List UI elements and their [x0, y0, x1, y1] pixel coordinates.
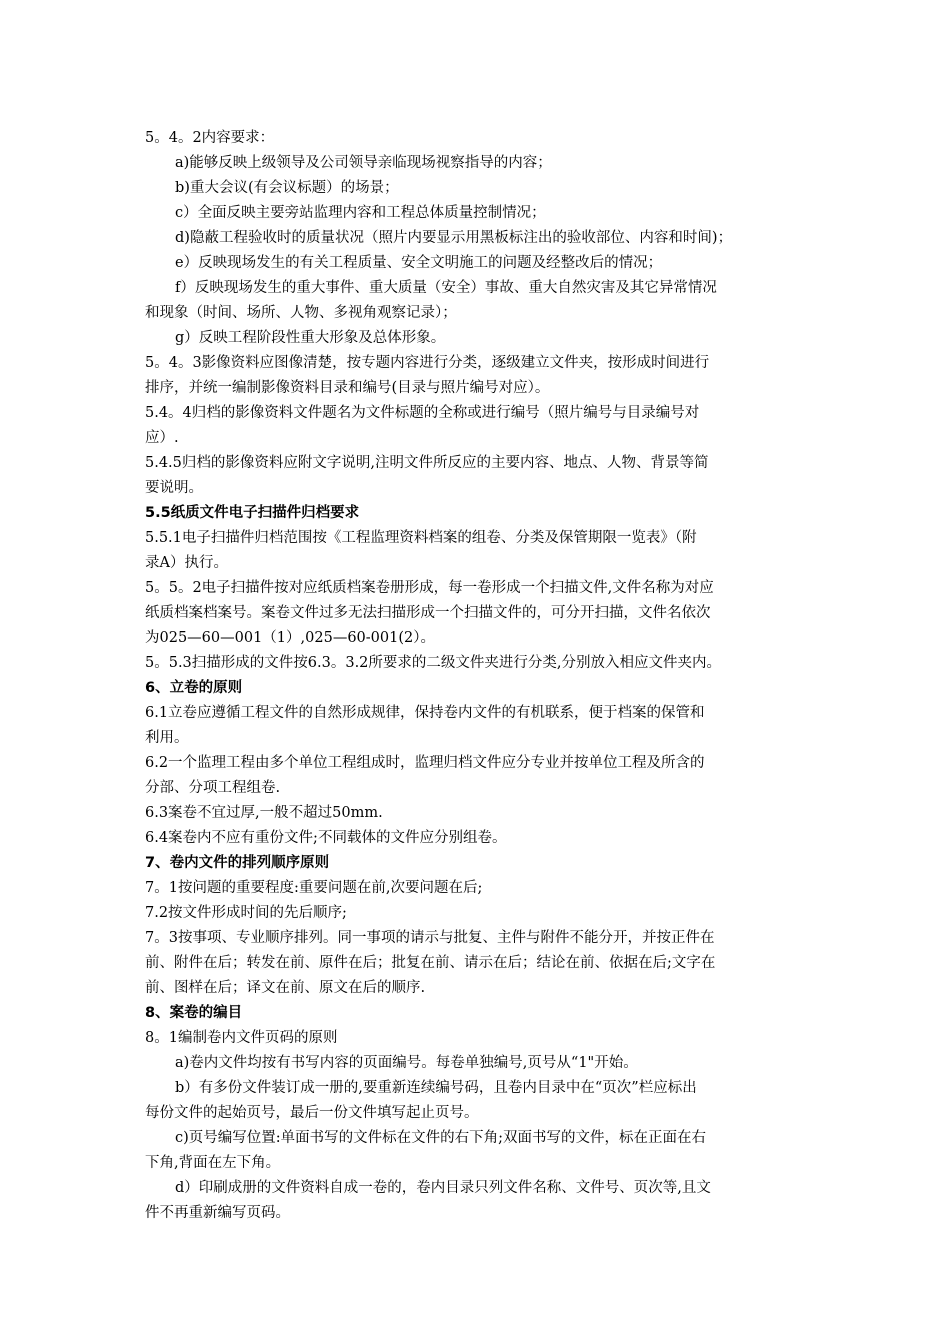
text-line: 分部、分项工程组卷.: [145, 780, 281, 796]
text-line: 6.3案卷不宜过厚,一般不超过50mm.: [145, 805, 383, 821]
section-heading: 8、案卷的编目: [145, 1005, 243, 1021]
text-line: 纸质档案档案号。案卷文件过多无法扫描形成一个扫描文件的，可分开扫描，文件名依次: [145, 605, 711, 621]
text-line: 排序，并统一编制影像资料目录和编号(目录与照片编号对应）。: [145, 380, 550, 396]
section-heading: 5.5纸质文件电子扫描件归档要求: [145, 505, 360, 521]
text-line: g）反映工程阶段性重大形象及总体形象。: [175, 330, 446, 346]
text-line: 5。4。2内容要求：: [145, 130, 275, 146]
text-line: 5。4。3影像资料应图像清楚，按专题内容进行分类，逐级建立文件夹，按形成时间进行: [145, 355, 710, 371]
text-line: d)隐蔽工程验收时的质量状况（照片内要显示用黑板标注出的验收部位、内容和时间)；: [175, 230, 733, 246]
text-line: 下角,背面在左下角。: [145, 1155, 281, 1171]
text-line: 利用。: [145, 730, 189, 746]
text-line: c）全面反映主要旁站监理内容和工程总体质量控制情况；: [175, 205, 546, 221]
text-line: 7。3按事项、专业顺序排列。同一事项的请示与批复、主件与附件不能分开，并按正件在: [145, 930, 715, 946]
text-line: c)页号编写位置:单面书写的文件标在文件的右下角;双面书写的文件，标在正面在右: [175, 1130, 707, 1146]
section-heading: 6、立卷的原则: [145, 680, 243, 696]
text-line: 6.4案卷内不应有重份文件;不同载体的文件应分别组卷。: [145, 830, 507, 846]
text-line: b)重大会议(有会议标题）的场景；: [175, 180, 399, 196]
text-line: 5.5.1电子扫描件归档范围按《工程监理资料档案的组卷、分类及保管期限一览表》（附: [145, 530, 697, 546]
text-line: 5.4。4归档的影像资料文件题名为文件标题的全称或进行编号（照片编号与目录编号对: [145, 405, 700, 421]
text-line: b）有多份文件装订成一册的,要重新连续编号码，且卷内目录中在“页次”栏应标出: [175, 1080, 697, 1096]
section-heading: 7、卷内文件的排列顺序原则: [145, 855, 330, 871]
text-line: f）反映现场发生的重大事件、重大质量（安全）事故、重大自然灾害及其它异常情况: [175, 280, 717, 296]
text-line: 应）.: [145, 430, 179, 446]
text-line: 录A）执行。: [145, 555, 228, 571]
text-line: 件不再重新编写页码。: [145, 1205, 290, 1221]
text-line: 6.2一个监理工程由多个单位工程组成时，监理归档文件应分专业并按单位工程及所含的: [145, 755, 705, 771]
text-line: e）反映现场发生的有关工程质量、安全文明施工的问题及经整改后的情况；: [175, 255, 663, 271]
text-line: 8。1编制卷内文件页码的原则: [145, 1030, 338, 1046]
text-line: 5。5。2电子扫描件按对应纸质档案卷册形成，每一卷形成一个扫描文件,文件名称为对应: [145, 580, 714, 596]
text-line: 为025—60—001（1）,025—60-001(2）。: [145, 630, 435, 646]
text-line: 前、图样在后；译文在前、原文在后的顺序.: [145, 980, 426, 996]
document-body: [145, 126, 809, 1226]
text-line: 7。1按问题的重要程度:重要问题在前,次要问题在后;: [145, 880, 483, 896]
text-line: 6.1立卷应遵循工程文件的自然形成规律，保持卷内文件的有机联系，便于档案的保管和: [145, 705, 705, 721]
text-line: d）印刷成册的文件资料自成一卷的，卷内目录只列文件名称、文件号、页次等,且文: [175, 1180, 711, 1196]
text-line: 和现象（时间、场所、人物、多视角观察记录）；: [145, 305, 457, 321]
text-line: 每份文件的起始页号，最后一份文件填写起止页号。: [145, 1105, 479, 1121]
text-line: 前、附件在后；转发在前、原件在后；批复在前、请示在后；结论在前、依据在后;文字在: [145, 955, 716, 971]
text-line: 要说明。: [145, 480, 203, 496]
text-line: 7.2按文件形成时间的先后顺序;: [145, 905, 347, 921]
text-line: 5.4.5归档的影像资料应附文字说明,注明文件所反应的主要内容、地点、人物、背景等简: [145, 455, 709, 471]
text-line: a)卷内文件均按有书写内容的页面编号。每卷单独编号,页号从“1"开始。: [175, 1055, 638, 1071]
text-line: 5。5.3扫描形成的文件按6.3。3.2所要求的二级文件夹进行分类,分别放入相应文件夹内。: [145, 655, 722, 671]
text-line: a)能够反映上级领导及公司领导亲临现场视察指导的内容；: [175, 155, 552, 171]
